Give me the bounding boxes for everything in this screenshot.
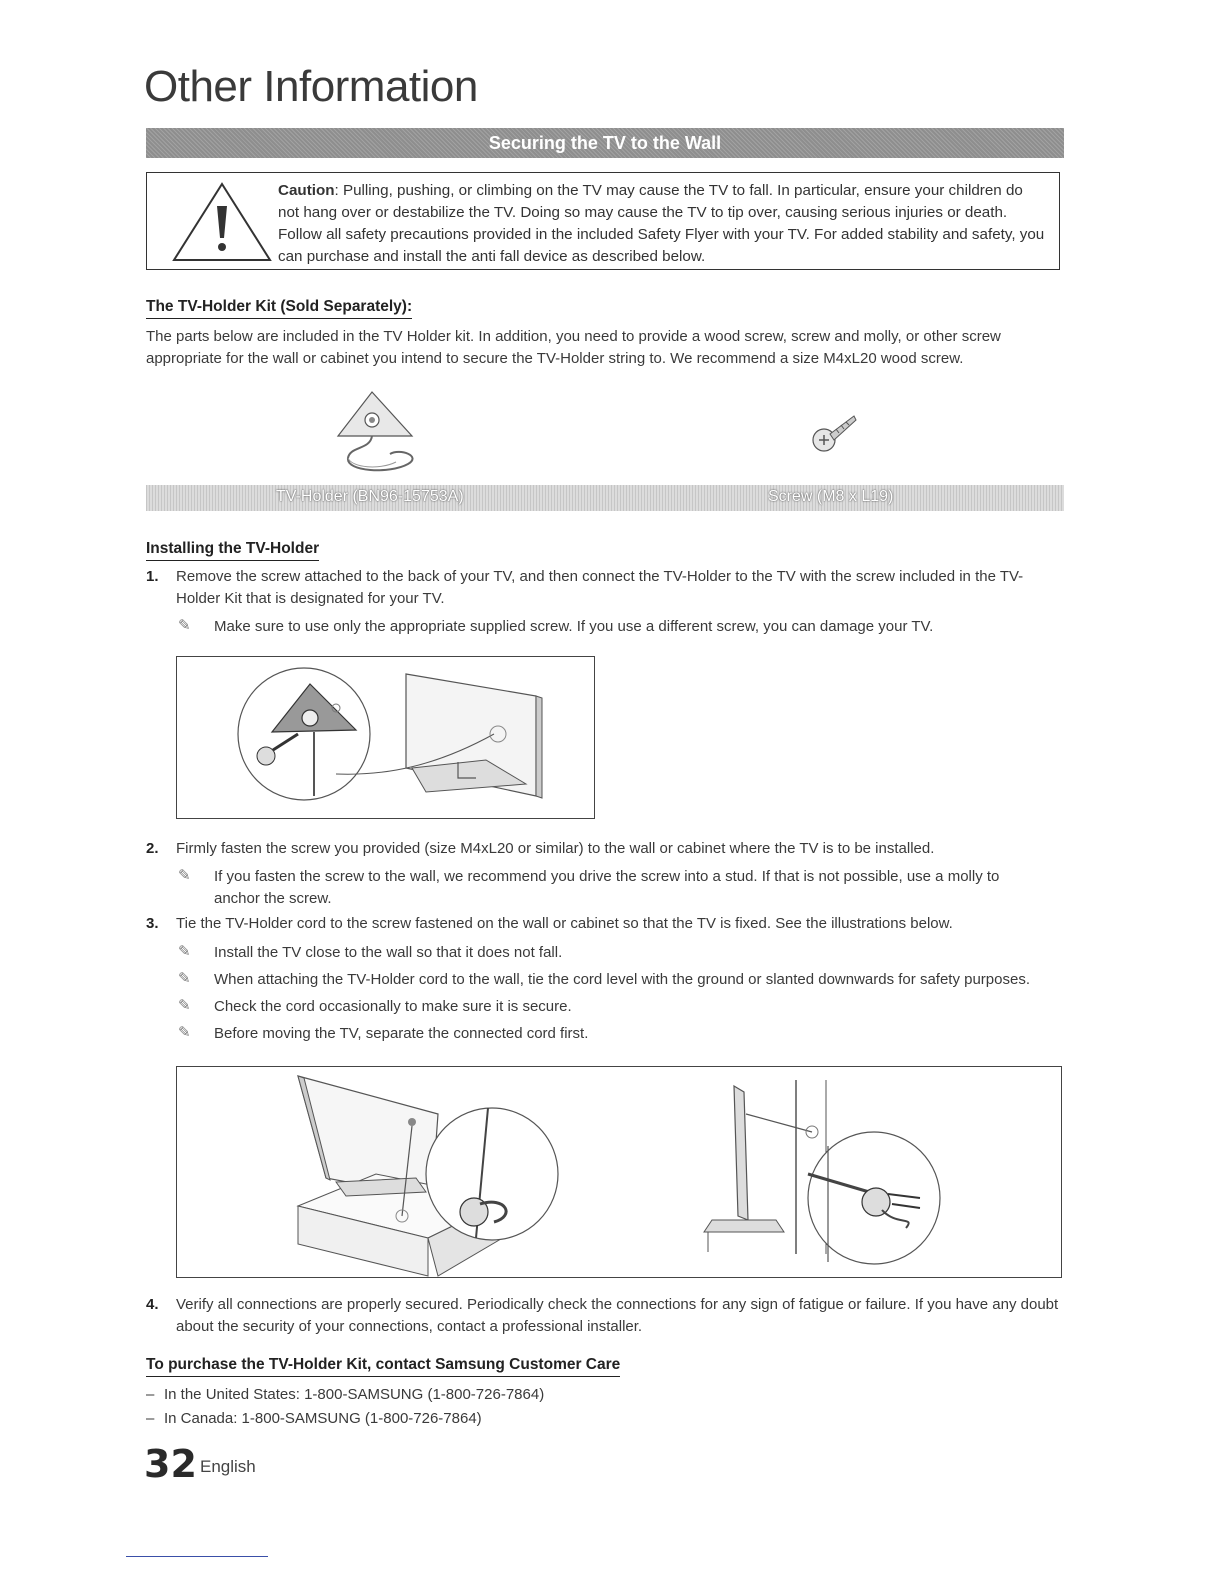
note-text: If you fasten the screw to the wall, we recommend you drive the screw into a stud. If that is not possible, use a molly to anchor the screw. bbox=[214, 868, 1000, 907]
step-number: 2. bbox=[146, 840, 159, 857]
tv-holder-part-label: TV-Holder (BN96-15753A) bbox=[276, 488, 464, 505]
bottom-rule bbox=[126, 1556, 268, 1557]
warning-triangle-icon bbox=[170, 180, 274, 264]
note-text: When attaching the TV-Holder cord to the wall, tie the cord level with the ground or slanted downwards for safety purposes. bbox=[214, 971, 1030, 988]
step-text: Remove the screw attached to the back of your TV, and then connect the TV-Holder to the TV with the screw included in the TV-Holder Kit that is designated for your TV. bbox=[176, 568, 1024, 607]
installing-heading: Installing the TV-Holder bbox=[146, 540, 319, 561]
caution-label: Caution bbox=[278, 182, 335, 199]
page-title: Other Information bbox=[144, 62, 478, 111]
purchase-dash: – bbox=[146, 1410, 155, 1427]
note-text: Before moving the TV, separate the connected cord first. bbox=[214, 1025, 589, 1042]
page-number: 32 bbox=[144, 1442, 197, 1486]
kit-description: The parts below are included in the TV Holder kit. In addition, you need to provide a wood screw, screw and molly, or other screw appropriate for the wall or cabinet you intend to secure the TV-Holder string to. We recommend a size M4xL20 wood screw. bbox=[146, 328, 1001, 367]
pencil-note-icon: ✎ bbox=[178, 867, 191, 884]
step-text: Verify all connections are properly secured. Periodically check the connections for any sign of fatigue or failure. If you have any doubt about the security of your connections, contact a professional installer. bbox=[176, 1296, 1059, 1335]
pencil-note-icon: ✎ bbox=[178, 943, 191, 960]
step-number: 1. bbox=[146, 568, 159, 585]
language-label: English bbox=[200, 1457, 256, 1476]
screw-part-label: Screw (M8 x L19) bbox=[768, 488, 894, 505]
section-title-bar: Securing the TV to the Wall bbox=[146, 128, 1064, 158]
note-text: Install the TV close to the wall so that it does not fall. bbox=[214, 944, 563, 961]
contact-us: In the United States: 1-800-SAMSUNG (1-800-726-7864) bbox=[164, 1386, 545, 1403]
tv-holder-illustration bbox=[330, 388, 440, 484]
purchase-heading: To purchase the TV-Holder Kit, contact Samsung Customer Care bbox=[146, 1356, 620, 1377]
screw-illustration bbox=[810, 412, 860, 454]
step-number: 4. bbox=[146, 1296, 159, 1313]
contact-canada: In Canada: 1-800-SAMSUNG (1-800-726-7864) bbox=[164, 1410, 482, 1427]
caution-body: : Pulling, pushing, or climbing on the TV may cause the TV to fall. In particular, ensure your children do not hang over or destabilize the TV. Doing so may cause the TV to tip over, causing serious injuries or death. Follow all safety precautions provided in the included Safety Flyer with your TV. For added stability and safety, you can purchase and install the anti fall device as described below. bbox=[278, 182, 1045, 265]
step-text: Firmly fasten the screw you provided (size M4xL20 or similar) to the wall or cabinet where the TV is to be installed. bbox=[176, 840, 935, 857]
tv-tied-to-wall-illustration bbox=[176, 1066, 1062, 1278]
pencil-note-icon: ✎ bbox=[178, 970, 191, 987]
tv-back-attach-illustration bbox=[176, 656, 595, 819]
note-text: Make sure to use only the appropriate supplied screw. If you use a different screw, you can damage your TV. bbox=[214, 618, 934, 635]
note-text: Check the cord occasionally to make sure it is secure. bbox=[214, 998, 572, 1015]
purchase-dash: – bbox=[146, 1386, 155, 1403]
step-text: Tie the TV-Holder cord to the screw fastened on the wall or cabinet so that the TV is fixed. See the illustrations below. bbox=[176, 915, 953, 932]
pencil-note-icon: ✎ bbox=[178, 997, 191, 1014]
caution-text bbox=[278, 180, 1048, 268]
pencil-note-icon: ✎ bbox=[178, 1024, 191, 1041]
pencil-note-icon: ✎ bbox=[178, 617, 191, 634]
step-number: 3. bbox=[146, 915, 159, 932]
kit-heading: The TV-Holder Kit (Sold Separately): bbox=[146, 298, 412, 319]
